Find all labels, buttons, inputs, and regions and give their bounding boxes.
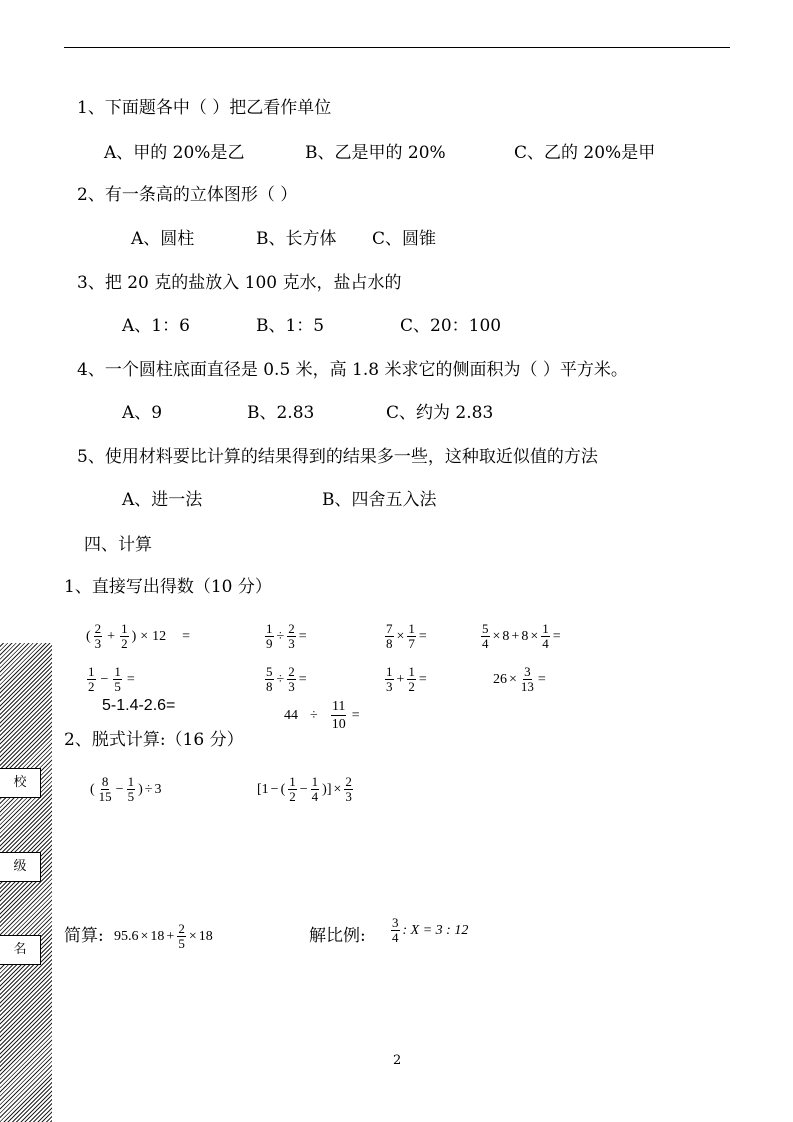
div-sign: ÷ bbox=[276, 671, 285, 687]
proportion-expr bbox=[390, 916, 468, 945]
question-3-stem: 3、把 20 克的盐放入 100 克水，盐占水的 bbox=[77, 273, 402, 293]
paren-open: ( bbox=[86, 628, 91, 644]
number-18: 18 bbox=[150, 928, 165, 944]
q5-option-b: B、四舍五入法 bbox=[322, 490, 437, 510]
fraction-1-4 bbox=[311, 775, 320, 804]
numerator: 3 bbox=[392, 915, 399, 930]
expr-1 bbox=[86, 622, 192, 651]
denominator: 4 bbox=[542, 636, 549, 651]
denominator: 3 bbox=[386, 679, 393, 694]
denominator: 4 bbox=[392, 930, 399, 945]
expr-8 bbox=[493, 665, 546, 694]
denominator: 2 bbox=[88, 679, 95, 694]
times-sign: × bbox=[333, 781, 342, 797]
div-sign: ÷ bbox=[144, 781, 153, 797]
denominator: 13 bbox=[520, 679, 534, 694]
fraction-1-9 bbox=[265, 622, 274, 651]
equals-sign: = bbox=[126, 671, 135, 687]
number-3: 3 bbox=[154, 781, 162, 797]
q1-option-c: C、乙的 20%是甲 bbox=[514, 143, 656, 163]
question-4-stem: 4、一个圆柱底面直径是 0.5 米，高 1.8 米求它的侧面积为（ ）平方米。 bbox=[77, 360, 628, 380]
equals-sign: = bbox=[418, 671, 427, 687]
times-sign: × bbox=[509, 671, 517, 687]
numerator: 2 bbox=[288, 664, 295, 679]
step-expr-1 bbox=[90, 775, 161, 804]
fraction-5-8 bbox=[265, 665, 274, 694]
fraction-1-7 bbox=[407, 622, 416, 651]
fraction-2-5 bbox=[177, 922, 186, 951]
question-2-stem: 2、有一条高的立体图形（ ） bbox=[77, 185, 298, 205]
div-sign: ÷ bbox=[310, 707, 318, 723]
page-number: 2 bbox=[393, 1053, 402, 1068]
number-8: 8 bbox=[502, 628, 510, 644]
fraction-1-2 bbox=[87, 665, 96, 694]
equals-sign: = bbox=[537, 671, 546, 687]
expr-9: 5-1.4-2.6= bbox=[102, 697, 176, 714]
paren-open: ( bbox=[280, 781, 286, 797]
numerator: 1 bbox=[408, 664, 415, 679]
denominator: 5 bbox=[127, 789, 135, 804]
numerator: 5 bbox=[482, 621, 489, 636]
numerator: 1 bbox=[127, 774, 135, 789]
q2-option-c: C、圆锥 bbox=[372, 229, 437, 249]
school-label-box: 校 bbox=[0, 768, 41, 798]
div-sign: ÷ bbox=[276, 628, 285, 644]
minus-sign: − bbox=[299, 781, 308, 797]
equals-sign: = bbox=[351, 707, 360, 723]
number-18: 18 bbox=[198, 928, 213, 944]
equals-sign: = bbox=[182, 628, 191, 644]
q3-option-c: C、20：100 bbox=[400, 316, 502, 336]
q4-option-b: B、2.83 bbox=[247, 403, 315, 423]
numerator: 1 bbox=[311, 774, 319, 789]
q1-option-b: B、乙是甲的 20% bbox=[305, 143, 446, 163]
expr-3 bbox=[384, 622, 427, 651]
denominator: 4 bbox=[482, 636, 489, 651]
question-1-stem: 1、下面题各中（ ）把乙看作单位 bbox=[77, 98, 332, 118]
denominator: 3 bbox=[288, 636, 295, 651]
numerator: 2 bbox=[288, 621, 295, 636]
denominator: 15 bbox=[98, 789, 112, 804]
denominator: 7 bbox=[408, 636, 415, 651]
numerator: 7 bbox=[386, 621, 393, 636]
fraction-11-10 bbox=[331, 698, 347, 733]
expr-2 bbox=[264, 622, 307, 651]
fraction-5-4 bbox=[481, 622, 490, 651]
denominator: 5 bbox=[178, 936, 185, 951]
question-5-stem: 5、使用材料要比计算的结果得到的结果多一些，这种取近似值的方法 bbox=[77, 447, 598, 467]
proportion-label: 解比例: bbox=[309, 926, 366, 946]
number-12: 12 bbox=[152, 628, 167, 644]
section-title: 四、计算 bbox=[84, 535, 152, 555]
fraction-1-2 bbox=[407, 665, 416, 694]
q4-option-a: A、9 bbox=[122, 403, 163, 423]
minus-sign: − bbox=[100, 671, 109, 687]
fraction-2-3 bbox=[344, 775, 353, 804]
number-8: 8 bbox=[521, 628, 529, 644]
fraction-1-5 bbox=[113, 665, 122, 694]
denominator: 4 bbox=[311, 789, 319, 804]
plus-sign: + bbox=[107, 628, 116, 644]
fraction-1-4 bbox=[541, 622, 550, 651]
paren-close: ) bbox=[138, 781, 143, 797]
fraction-3-13 bbox=[520, 665, 535, 694]
denominator: 8 bbox=[266, 679, 273, 694]
plus-sign: + bbox=[396, 671, 405, 687]
equals-sign: = bbox=[298, 671, 307, 687]
denominator: 3 bbox=[345, 789, 352, 804]
numerator: 8 bbox=[101, 774, 109, 789]
denominator: 5 bbox=[114, 679, 121, 694]
plus-sign: + bbox=[166, 928, 175, 944]
denominator: 2 bbox=[121, 636, 128, 651]
times-sign: × bbox=[396, 628, 405, 644]
numerator: 5 bbox=[266, 664, 273, 679]
fraction-1-5 bbox=[127, 775, 136, 804]
part2-title: 2、脱式计算:（16 分） bbox=[64, 730, 244, 750]
times-sign: × bbox=[492, 628, 501, 644]
times-sign: × bbox=[140, 628, 149, 644]
numerator: 1 bbox=[408, 621, 415, 636]
fraction-7-8 bbox=[385, 622, 394, 651]
expr-7 bbox=[384, 665, 427, 694]
times-sign: × bbox=[188, 928, 197, 944]
ratio-x: : X = 3 : 12 bbox=[402, 922, 469, 938]
margin-hatch bbox=[0, 643, 52, 1122]
numerator: 2 bbox=[94, 621, 102, 636]
q3-option-b: B、1：5 bbox=[256, 316, 325, 336]
numerator: 3 bbox=[524, 664, 531, 679]
numerator: 2 bbox=[345, 774, 352, 789]
denominator: 3 bbox=[288, 679, 295, 694]
expr-10 bbox=[284, 698, 362, 733]
q5-option-a: A、进一法 bbox=[122, 490, 203, 510]
fraction-1-2 bbox=[120, 622, 129, 651]
simplify-expr bbox=[114, 922, 213, 951]
step-expr-2 bbox=[257, 775, 354, 804]
numerator: 1 bbox=[266, 621, 273, 636]
part1-title: 1、直接写出得数（10 分） bbox=[64, 577, 272, 597]
minus-sign: − bbox=[270, 781, 279, 797]
header-rule bbox=[64, 47, 730, 48]
fraction-1-2 bbox=[288, 775, 297, 804]
denominator: 3 bbox=[94, 636, 102, 651]
numerator: 1 bbox=[386, 664, 393, 679]
fraction-2-3 bbox=[287, 665, 296, 694]
paren-close: ) bbox=[131, 628, 137, 644]
times-sign: × bbox=[140, 928, 149, 944]
denominator: 8 bbox=[386, 636, 393, 651]
times-sign: × bbox=[530, 628, 539, 644]
equals-sign: = bbox=[418, 628, 427, 644]
equals-sign: = bbox=[298, 628, 307, 644]
fraction-1-3 bbox=[385, 665, 394, 694]
expr-5 bbox=[86, 665, 137, 694]
number-26: 26 bbox=[493, 671, 507, 687]
q1-option-a: A、甲的 20%是乙 bbox=[104, 143, 245, 163]
denominator: 2 bbox=[408, 679, 415, 694]
fraction-8-15 bbox=[98, 775, 113, 804]
paren-open: ( bbox=[90, 781, 95, 797]
bracket-close: )] bbox=[322, 781, 332, 797]
numerator: 1 bbox=[88, 664, 95, 679]
number-95-6: 95.6 bbox=[114, 928, 139, 944]
expr-4 bbox=[480, 622, 561, 651]
plus-sign: + bbox=[511, 628, 520, 644]
bracket-open-one: [1 bbox=[257, 781, 269, 797]
fraction-2-3 bbox=[94, 622, 103, 651]
denominator: 9 bbox=[266, 636, 273, 651]
denominator: 10 bbox=[331, 717, 346, 732]
minus-sign: − bbox=[115, 781, 124, 797]
fraction-2-3 bbox=[287, 622, 296, 651]
q4-option-c: C、约为 2.83 bbox=[386, 403, 494, 423]
name-label-box: 名 bbox=[0, 935, 41, 965]
numerator: 1 bbox=[121, 621, 128, 636]
numerator: 2 bbox=[178, 921, 185, 936]
numerator: 1 bbox=[542, 621, 549, 636]
numerator: 1 bbox=[114, 664, 121, 679]
numerator: 11 bbox=[331, 699, 346, 714]
equals-sign: = bbox=[552, 628, 561, 644]
simplify-label: 简算: bbox=[64, 926, 104, 946]
number-44: 44 bbox=[284, 707, 298, 723]
numerator: 1 bbox=[289, 774, 296, 789]
q2-option-b: B、长方体 bbox=[256, 229, 337, 249]
denominator: 2 bbox=[289, 789, 296, 804]
fraction-3-4 bbox=[391, 916, 400, 945]
q2-option-a: A、圆柱 bbox=[131, 229, 195, 249]
expr-6 bbox=[264, 665, 307, 694]
class-label-box: 级 bbox=[0, 852, 41, 882]
q3-option-a: A、1：6 bbox=[122, 316, 190, 336]
